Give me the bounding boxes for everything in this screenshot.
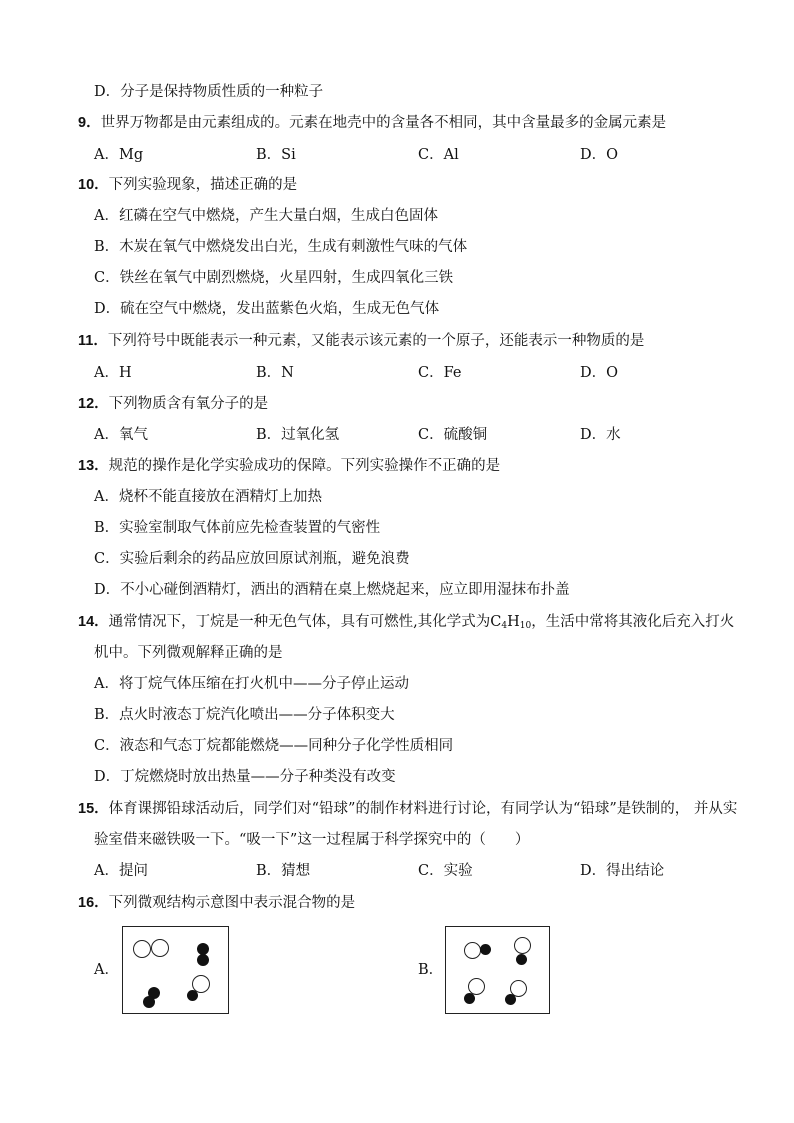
q12-text: 下列物质含有氧分子的是 bbox=[108, 396, 269, 412]
q16-text: 下列微观结构示意图中表示混合物的是 bbox=[108, 895, 356, 911]
q9-number: 9． bbox=[78, 115, 101, 131]
q11-number: 11． bbox=[78, 333, 108, 349]
q14-stem bbox=[78, 612, 734, 636]
white-atom bbox=[464, 942, 481, 959]
q15-option-a: A．提问 bbox=[94, 863, 148, 879]
q13-stem bbox=[78, 456, 500, 476]
q9-option-a: A．Mg bbox=[94, 147, 144, 163]
q15-stem-line2: 验室借来磁铁吸一下。“吸一下”这一过程属于科学探究中的（ ） bbox=[94, 832, 530, 848]
q15-number: 15． bbox=[78, 801, 109, 817]
q11-option-a: A．H bbox=[94, 365, 132, 381]
black-atom bbox=[480, 944, 491, 955]
q14-text-a: 通常情况下，丁烷是一种无色气体，具有可燃性,其化学式为 bbox=[108, 614, 491, 630]
q10-option-d: D．硫在空气中燃烧，发出蓝紫色火焰，生成无色气体 bbox=[94, 301, 440, 317]
q11-option-d: D．O bbox=[580, 365, 619, 381]
q16-stem bbox=[78, 893, 355, 913]
white-atom bbox=[151, 939, 169, 957]
q10-option-a: A．红磷在空气中燃烧，产生大量白烟，生成白色固体 bbox=[94, 208, 438, 224]
q9-option-d: D．O bbox=[580, 147, 619, 163]
q13-option-c: C．实验后剩余的药品应放回原试剂瓶，避免浪费 bbox=[94, 551, 410, 567]
q15-stem bbox=[78, 799, 737, 819]
q12-option-c: C．硫酸铜 bbox=[418, 427, 488, 443]
diagram-a bbox=[122, 926, 229, 1014]
q11-text: 下列符号中既能表示一种元素，又能表示该元素的一个原子，还能表示一种物质的是 bbox=[107, 333, 645, 349]
q13-option-b: B．实验室制取气体前应先检查装置的气密性 bbox=[94, 520, 381, 536]
q14-option-a: A．将丁烷气体压缩在打火机中——分子停止运动 bbox=[94, 676, 409, 692]
q12-number: 12． bbox=[78, 396, 109, 412]
q14-option-b: B．点火时液态丁烷汽化喷出——分子体积变大 bbox=[94, 707, 395, 723]
q10-number: 10． bbox=[78, 177, 109, 193]
q8-option-d: D．分子是保持物质性质的一种粒子 bbox=[94, 84, 324, 100]
q11-option-b: B．N bbox=[256, 365, 294, 381]
q14-number: 14． bbox=[78, 614, 109, 630]
q13-text: 规范的操作是化学实验成功的保障。下列实验操作不正确的是 bbox=[108, 458, 501, 474]
formula-sub-4: 4 bbox=[501, 621, 508, 631]
q14-text-b: ，生活中常将其液化后充入打火 bbox=[531, 614, 735, 630]
q14-option-c: C．液态和气态丁烷都能燃烧——同种分子化学性质相同 bbox=[94, 738, 454, 754]
q11-option-c: C．Fe bbox=[418, 365, 462, 381]
diagram-b bbox=[445, 926, 550, 1014]
q9-option-b: B．Si bbox=[256, 147, 296, 163]
q10-stem bbox=[78, 175, 297, 195]
q13-number: 13． bbox=[78, 458, 109, 474]
q15-option-b: B．猜想 bbox=[256, 863, 311, 879]
q13-option-d: D．不小心碰倒酒精灯，洒出的酒精在桌上燃烧起来，应立即用湿抹布扑盖 bbox=[94, 582, 570, 598]
q14-stem-line2: 机中。下列微观解释正确的是 bbox=[94, 645, 283, 661]
q9-text: 世界万物都是由元素组成的。元素在地壳中的含量各不相同，其中含量最多的金属元素是 bbox=[100, 115, 667, 131]
q10-option-c: C．铁丝在氧气中剧烈燃烧，火星四射，生成四氧化三铁 bbox=[94, 270, 454, 286]
q13-option-a: A．烧杯不能直接放在酒精灯上加热 bbox=[94, 489, 322, 505]
q9-option-c: C．Al bbox=[418, 147, 459, 163]
q10-option-b: B．木炭在氧气中燃烧发出白光，生成有刺激性气味的气体 bbox=[94, 239, 468, 255]
black-atom bbox=[187, 990, 198, 1001]
black-atom bbox=[516, 954, 527, 965]
formula-h: H bbox=[507, 614, 520, 630]
formula-c: C bbox=[490, 614, 502, 630]
q10-text: 下列实验现象，描述正确的是 bbox=[108, 177, 298, 193]
q11-stem bbox=[78, 331, 644, 351]
formula-sub-10: 10 bbox=[519, 621, 532, 631]
q16-number: 16． bbox=[78, 895, 109, 911]
q12-stem bbox=[78, 394, 268, 414]
q12-option-b: B．过氧化氢 bbox=[256, 427, 340, 443]
q15-text: 体育课掷铅球活动后，同学们对“铅球”的制作材料进行讨论，有同学认为“铅球”是铁制的， 并从实 bbox=[108, 801, 738, 817]
black-atom bbox=[197, 954, 209, 966]
q15-option-c: C．实验 bbox=[418, 863, 473, 879]
q12-option-a: A．氧气 bbox=[94, 427, 148, 443]
white-atom bbox=[133, 940, 151, 958]
q9-stem bbox=[78, 113, 666, 133]
q14-option-d: D．丁烷燃烧时放出热量——分子种类没有改变 bbox=[94, 769, 396, 785]
black-atom bbox=[464, 993, 475, 1004]
q15-option-d: D．得出结论 bbox=[580, 863, 665, 879]
q16-label-a: A． bbox=[94, 962, 119, 978]
q12-option-d: D．水 bbox=[580, 427, 621, 443]
white-atom bbox=[514, 937, 531, 954]
black-atom bbox=[143, 996, 155, 1008]
q16-label-b: B． bbox=[418, 962, 444, 978]
black-atom bbox=[505, 994, 516, 1005]
q14-formula bbox=[490, 614, 531, 630]
